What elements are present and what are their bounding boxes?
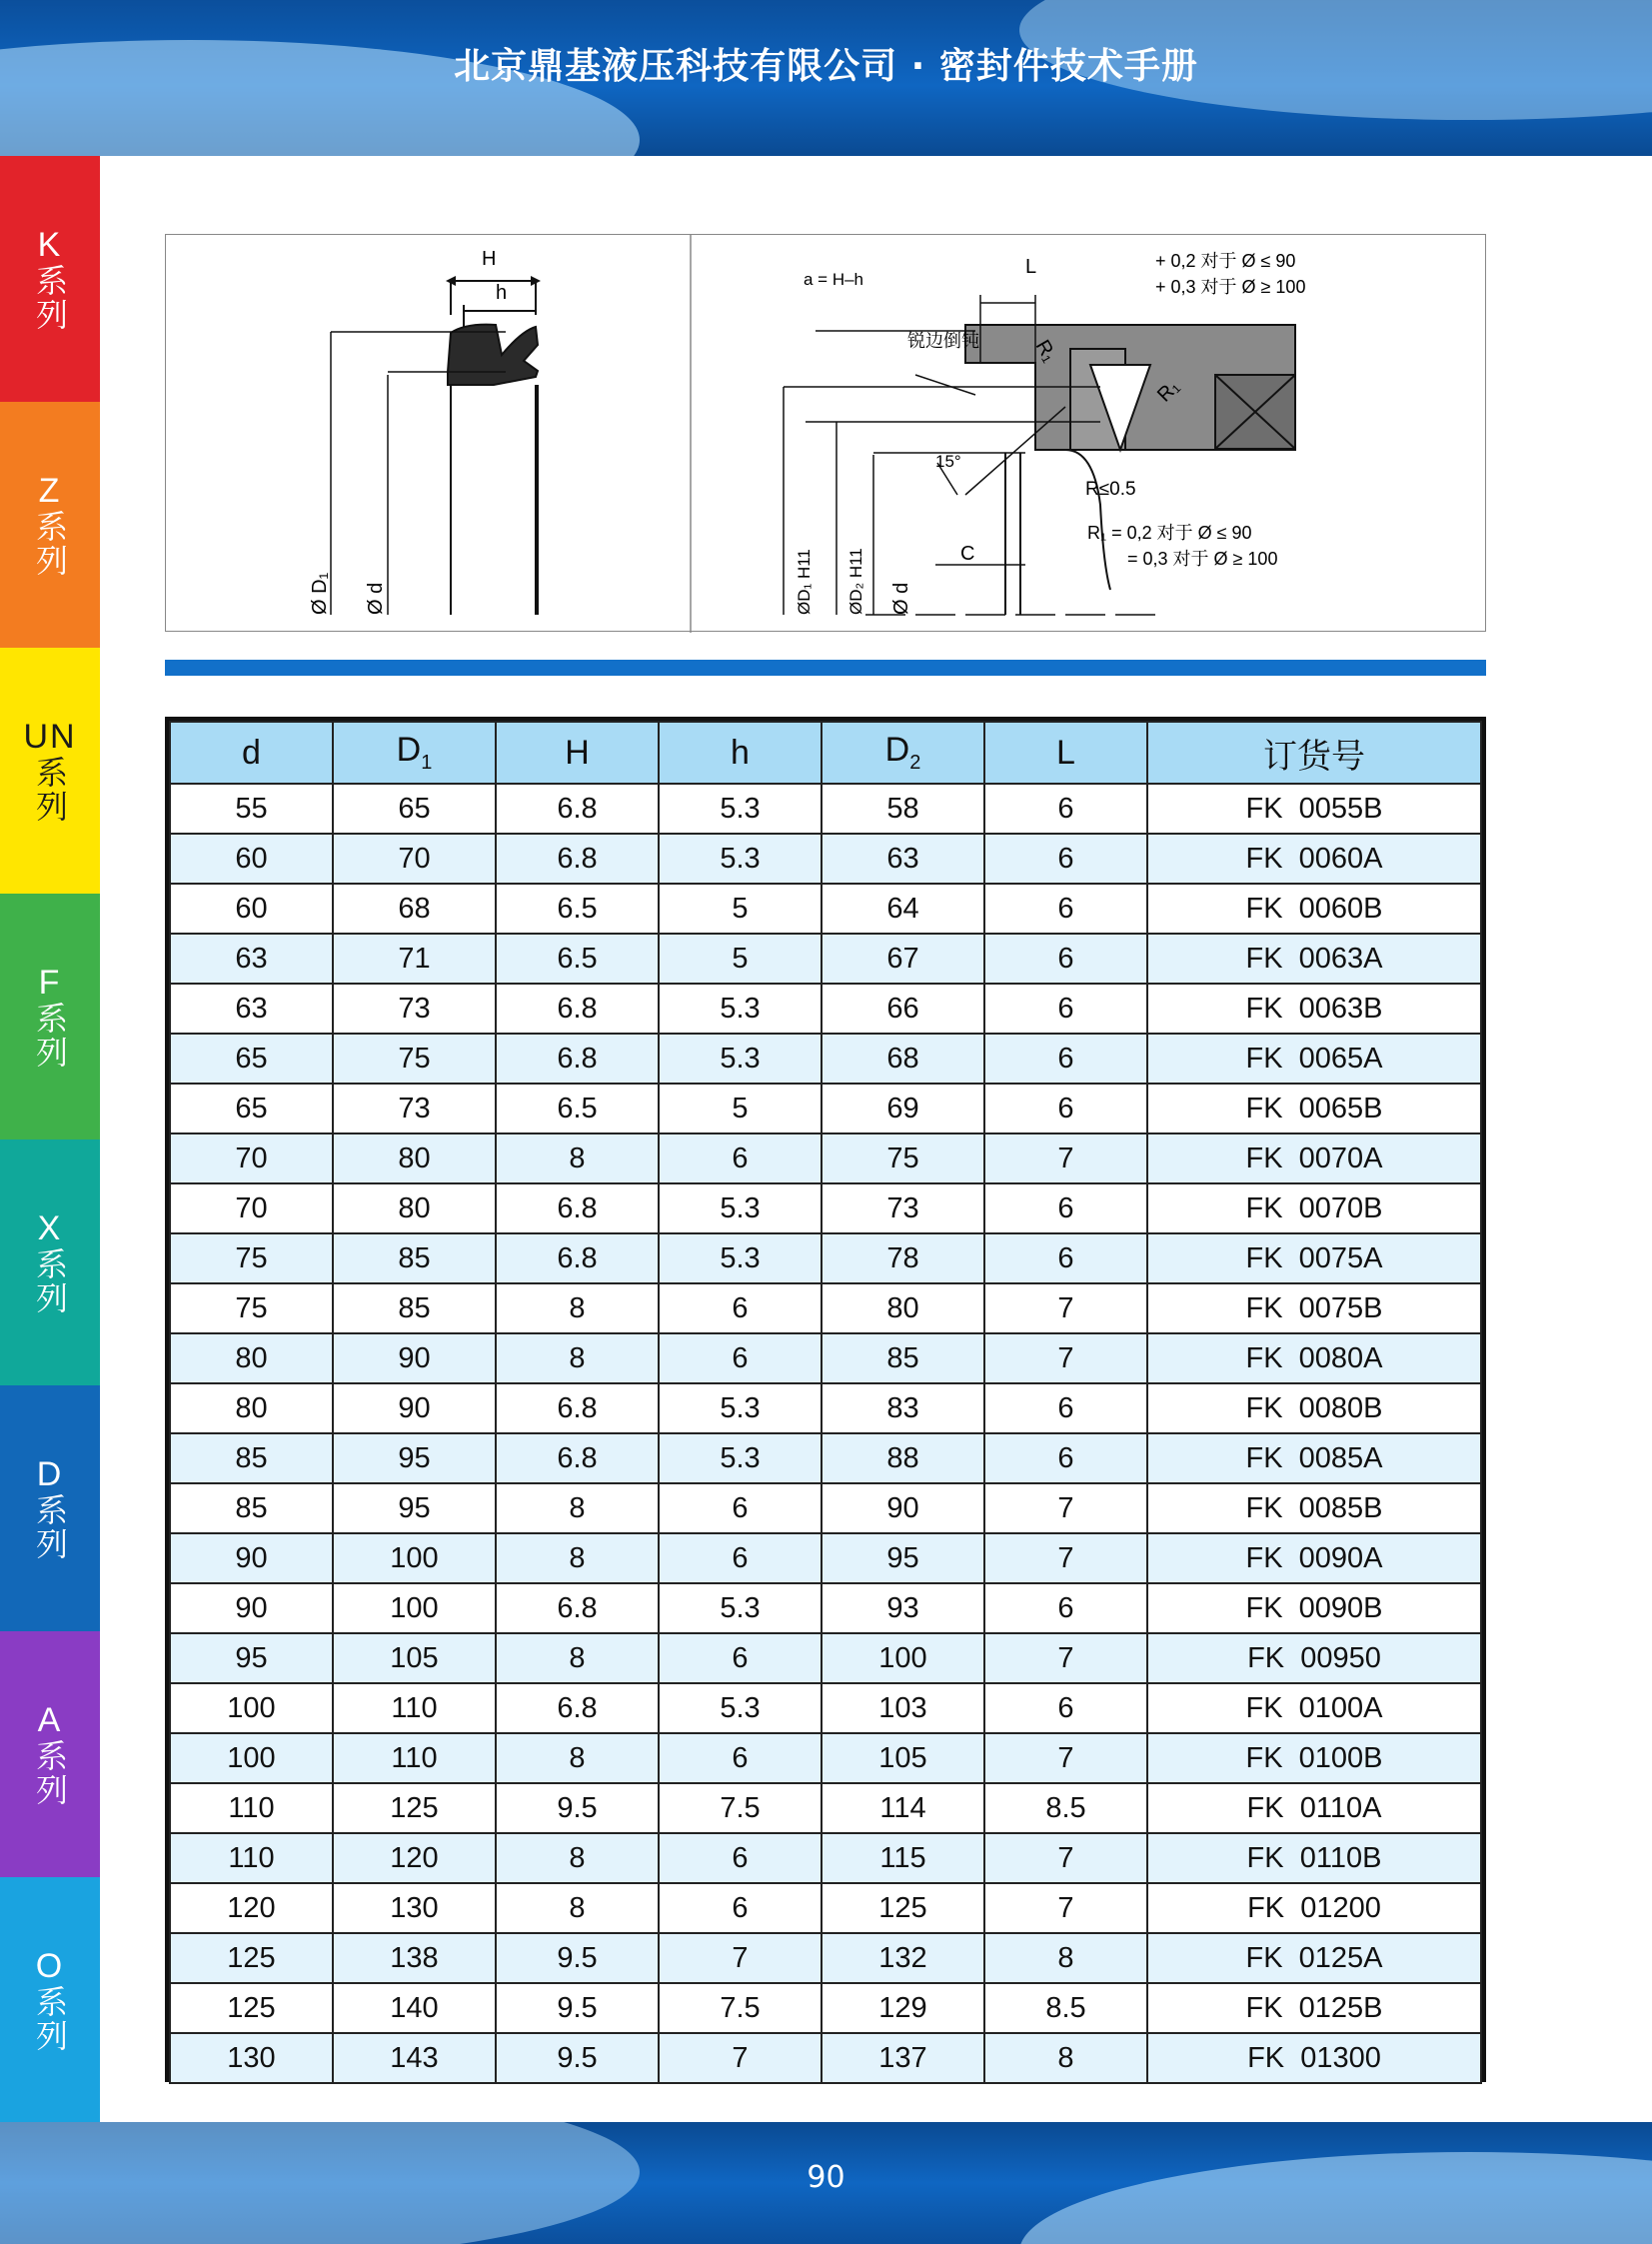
tab-label: 系列 — [31, 264, 69, 332]
column-header-order-number: 订货号 — [1147, 722, 1481, 784]
cell-D1: 90 — [333, 1333, 496, 1383]
cell-D2: 125 — [822, 1883, 984, 1933]
cell-D1: 80 — [333, 1133, 496, 1183]
cell-L: 6 — [984, 1383, 1147, 1433]
cell-D1: 68 — [333, 884, 496, 934]
table-row — [170, 1783, 1481, 1833]
cell-L: 7 — [984, 1283, 1147, 1333]
cell-order-number: FK 0090A — [1147, 1533, 1481, 1583]
cell-L: 8.5 — [984, 1783, 1147, 1833]
cell-h: 5.3 — [659, 834, 822, 884]
cell-D1: 85 — [333, 1283, 496, 1333]
cell-D1: 73 — [333, 1084, 496, 1133]
cell-D1: 95 — [333, 1433, 496, 1483]
cell-D1: 140 — [333, 1983, 496, 2033]
cell-d: 110 — [170, 1833, 333, 1883]
cell-d: 80 — [170, 1333, 333, 1383]
cell-h: 7.5 — [659, 1983, 822, 2033]
cell-H: 6.8 — [496, 1383, 659, 1433]
cell-order-number: FK 0075B — [1147, 1283, 1481, 1333]
cell-D2: 90 — [822, 1483, 984, 1533]
cell-order-number: FK 0055B — [1147, 784, 1481, 834]
cell-H: 6.8 — [496, 1433, 659, 1483]
cell-D1: 110 — [333, 1733, 496, 1783]
cell-h: 5.3 — [659, 1583, 822, 1633]
cell-L: 8 — [984, 2033, 1147, 2083]
cell-d: 130 — [170, 2033, 333, 2083]
cell-D2: 105 — [822, 1733, 984, 1783]
table-row — [170, 1483, 1481, 1533]
R1-tolerance-1: R₁ = 0,2 对于 Ø ≤ 90 — [1087, 523, 1252, 543]
R1-label-top: R₁ — [1030, 336, 1061, 366]
tab-code: O — [35, 1946, 65, 1985]
cell-h: 5 — [659, 1084, 822, 1133]
section-divider-bar — [165, 660, 1486, 676]
sidebar-tab-un-series[interactable] — [0, 648, 100, 894]
cell-L: 6 — [984, 1433, 1147, 1483]
cell-D1: 120 — [333, 1833, 496, 1883]
cell-h: 7 — [659, 1933, 822, 1983]
cell-h: 6 — [659, 1533, 822, 1583]
cell-H: 8 — [496, 1833, 659, 1883]
cell-d: 85 — [170, 1433, 333, 1483]
column-header-D2: $D_2$ — [822, 722, 984, 784]
C-label: C — [960, 543, 975, 565]
cell-L: 6 — [984, 984, 1147, 1034]
cell-L: 7 — [984, 1633, 1147, 1683]
cell-h: 7 — [659, 2033, 822, 2083]
cell-D2: 67 — [822, 934, 984, 984]
cell-D2: 83 — [822, 1383, 984, 1433]
tab-code: A — [37, 1701, 63, 1739]
cell-order-number: FK 0080A — [1147, 1333, 1481, 1383]
table-row — [170, 1133, 1481, 1183]
cell-D2: 137 — [822, 2033, 984, 2083]
dim-L-label: L — [1025, 256, 1037, 278]
cell-d: 70 — [170, 1133, 333, 1183]
cell-h: 5.3 — [659, 1233, 822, 1283]
seal-diagram — [165, 234, 1486, 632]
cell-order-number: FK 0110A — [1147, 1783, 1481, 1833]
cell-order-number: FK 0090B — [1147, 1583, 1481, 1633]
cell-order-number: FK 0085B — [1147, 1483, 1481, 1533]
cell-D1: 130 — [333, 1883, 496, 1933]
cell-H: 9.5 — [496, 1783, 659, 1833]
cell-H: 8 — [496, 1283, 659, 1333]
sidebar-tab-o-series[interactable] — [0, 1877, 100, 2122]
cell-H: 6.5 — [496, 934, 659, 984]
cell-D2: 73 — [822, 1183, 984, 1233]
cell-d: 90 — [170, 1533, 333, 1583]
cell-d: 60 — [170, 884, 333, 934]
column-header-H: H — [496, 722, 659, 784]
table-row — [170, 1883, 1481, 1933]
sidebar-tab-d-series[interactable] — [0, 1385, 100, 1631]
cell-d: 110 — [170, 1783, 333, 1833]
formula-a: a = H–h — [804, 270, 864, 289]
label-D2-groove: ØD₂ H11 — [846, 548, 865, 615]
dim-h-label: h — [496, 282, 508, 304]
cell-d: 95 — [170, 1633, 333, 1683]
sidebar-tab-z-series[interactable] — [0, 402, 100, 648]
table-row — [170, 1084, 1481, 1133]
tolerance-L-2: + 0,3 对于 Ø ≥ 100 — [1155, 277, 1306, 297]
cell-H: 6.8 — [496, 1583, 659, 1633]
cell-L: 6 — [984, 1084, 1147, 1133]
series-sidebar — [0, 156, 100, 2122]
tab-code: X — [37, 1209, 63, 1247]
column-header-h: h — [659, 722, 822, 784]
cell-d: 100 — [170, 1683, 333, 1733]
cell-H: 6.8 — [496, 1034, 659, 1084]
cell-d: 63 — [170, 934, 333, 984]
cell-h: 5.3 — [659, 984, 822, 1034]
cell-h: 6 — [659, 1883, 822, 1933]
cell-D1: 95 — [333, 1483, 496, 1533]
dimension-table — [165, 717, 1486, 2082]
cell-order-number: FK 0060A — [1147, 834, 1481, 884]
cell-order-number: FK 0110B — [1147, 1833, 1481, 1883]
tab-code: K — [37, 226, 63, 264]
cell-L: 8.5 — [984, 1983, 1147, 2033]
cell-order-number: FK 01300 — [1147, 2033, 1481, 2083]
tolerance-L-1: + 0,2 对于 Ø ≤ 90 — [1155, 251, 1296, 271]
cell-D2: 115 — [822, 1833, 984, 1883]
table-row — [170, 1933, 1481, 1983]
table-row — [170, 1333, 1481, 1383]
label-D1: Ø D₁ — [309, 572, 331, 615]
table-header-row — [170, 722, 1481, 784]
cell-d: 90 — [170, 1583, 333, 1633]
cell-D2: 132 — [822, 1933, 984, 1983]
cell-order-number: FK 0075A — [1147, 1233, 1481, 1283]
R1-label-right: R₁ — [1152, 375, 1184, 407]
cell-h: 6 — [659, 1483, 822, 1533]
cell-L: 7 — [984, 1483, 1147, 1533]
cell-order-number: FK 0080B — [1147, 1383, 1481, 1433]
tab-code: F — [38, 964, 62, 1002]
table-row — [170, 884, 1481, 934]
cell-L: 7 — [984, 1533, 1147, 1583]
table-row — [170, 2033, 1481, 2083]
table-row — [170, 1533, 1481, 1583]
cell-d: 65 — [170, 1084, 333, 1133]
cell-H: 6.5 — [496, 1084, 659, 1133]
cell-order-number: FK 0070A — [1147, 1133, 1481, 1183]
cell-D1: 100 — [333, 1533, 496, 1583]
cell-D1: 125 — [333, 1783, 496, 1833]
cell-D2: 80 — [822, 1283, 984, 1333]
cell-L: 6 — [984, 1034, 1147, 1084]
cell-d: 63 — [170, 984, 333, 1034]
diagram-svg — [166, 235, 1487, 633]
cell-h: 5.3 — [659, 1383, 822, 1433]
column-header-d: d — [170, 722, 333, 784]
cell-D1: 110 — [333, 1683, 496, 1733]
cell-order-number: FK 0100A — [1147, 1683, 1481, 1733]
cell-D1: 73 — [333, 984, 496, 1034]
tab-label: 系列 — [31, 1493, 69, 1561]
cell-D1: 70 — [333, 834, 496, 884]
cell-D2: 58 — [822, 784, 984, 834]
table-row — [170, 984, 1481, 1034]
cell-H: 8 — [496, 1733, 659, 1783]
table-row — [170, 1183, 1481, 1233]
cell-h: 5.3 — [659, 1683, 822, 1733]
cell-h: 5.3 — [659, 1034, 822, 1084]
cell-D2: 69 — [822, 1084, 984, 1133]
cell-d: 100 — [170, 1733, 333, 1783]
cell-D1: 143 — [333, 2033, 496, 2083]
cell-L: 7 — [984, 1733, 1147, 1783]
cell-D1: 105 — [333, 1633, 496, 1683]
cell-D2: 66 — [822, 984, 984, 1034]
cell-D2: 63 — [822, 834, 984, 884]
cell-order-number: FK 0125A — [1147, 1933, 1481, 1983]
left-drawing — [331, 280, 538, 615]
cell-L: 6 — [984, 884, 1147, 934]
cell-h: 5 — [659, 884, 822, 934]
table-row — [170, 1683, 1481, 1733]
column-header-D1: $D_1$ — [333, 722, 496, 784]
cell-d: 80 — [170, 1383, 333, 1433]
table-row — [170, 1383, 1481, 1433]
cell-L: 7 — [984, 1833, 1147, 1883]
cell-H: 8 — [496, 1333, 659, 1383]
cell-order-number: FK 0063A — [1147, 934, 1481, 984]
table-row — [170, 1233, 1481, 1283]
cell-h: 6 — [659, 1733, 822, 1783]
tab-code: UN — [23, 718, 77, 756]
cell-d: 55 — [170, 784, 333, 834]
sharp-edge-label: 锐边倒钝 — [907, 331, 979, 351]
tab-code: D — [36, 1455, 64, 1493]
cell-d: 70 — [170, 1183, 333, 1233]
tab-label: 系列 — [31, 1002, 69, 1070]
cell-D1: 138 — [333, 1933, 496, 1983]
cell-D1: 80 — [333, 1183, 496, 1233]
cell-H: 6.8 — [496, 834, 659, 884]
dim-H-label: H — [482, 248, 497, 270]
cell-order-number: FK 0063B — [1147, 984, 1481, 1034]
cell-D1: 85 — [333, 1233, 496, 1283]
table-row — [170, 1283, 1481, 1333]
R1-tolerance-2: = 0,3 对于 Ø ≥ 100 — [1127, 549, 1278, 569]
sidebar-tab-x-series[interactable] — [0, 1139, 100, 1385]
tab-label: 系列 — [31, 510, 69, 578]
cell-L: 6 — [984, 1183, 1147, 1233]
label-d: Ø d — [365, 582, 387, 615]
cell-D1: 65 — [333, 784, 496, 834]
cell-H: 6.5 — [496, 884, 659, 934]
cell-H: 8 — [496, 1633, 659, 1683]
cell-H: 9.5 — [496, 1933, 659, 1983]
cell-order-number: FK 0125B — [1147, 1983, 1481, 2033]
cell-order-number: FK 0070B — [1147, 1183, 1481, 1233]
sidebar-tab-f-series[interactable] — [0, 894, 100, 1139]
cell-L: 8 — [984, 1933, 1147, 1983]
cell-d: 65 — [170, 1034, 333, 1084]
cell-order-number: FK 0100B — [1147, 1733, 1481, 1783]
cell-h: 5.3 — [659, 1433, 822, 1483]
page-footer — [0, 2122, 1652, 2244]
table-row — [170, 1433, 1481, 1483]
cell-order-number: FK 0065B — [1147, 1084, 1481, 1133]
cell-H: 6.8 — [496, 1183, 659, 1233]
cell-D2: 93 — [822, 1583, 984, 1633]
table-row — [170, 784, 1481, 834]
table-body — [170, 784, 1481, 2083]
cell-L: 6 — [984, 1683, 1147, 1733]
cell-D2: 85 — [822, 1333, 984, 1383]
cell-D2: 95 — [822, 1533, 984, 1583]
cell-d: 125 — [170, 1933, 333, 1983]
cell-H: 8 — [496, 1483, 659, 1533]
cell-D2: 88 — [822, 1433, 984, 1483]
cell-L: 6 — [984, 834, 1147, 884]
cell-H: 6.8 — [496, 784, 659, 834]
radius-small-label: R≤0.5 — [1085, 479, 1136, 500]
cell-D1: 71 — [333, 934, 496, 984]
table-row — [170, 1583, 1481, 1633]
cell-d: 85 — [170, 1483, 333, 1533]
cell-D2: 64 — [822, 884, 984, 934]
cell-D2: 100 — [822, 1633, 984, 1683]
tab-label: 系列 — [31, 756, 69, 824]
cell-L: 6 — [984, 784, 1147, 834]
cell-D1: 75 — [333, 1034, 496, 1084]
cell-order-number: FK 01200 — [1147, 1883, 1481, 1933]
cell-order-number: FK 0085A — [1147, 1433, 1481, 1483]
cell-h: 5.3 — [659, 784, 822, 834]
cell-d: 75 — [170, 1283, 333, 1333]
cell-D2: 75 — [822, 1133, 984, 1183]
cell-h: 7.5 — [659, 1783, 822, 1833]
cell-D2: 68 — [822, 1034, 984, 1084]
cell-H: 6.8 — [496, 1683, 659, 1733]
cell-h: 6 — [659, 1833, 822, 1883]
cell-H: 8 — [496, 1533, 659, 1583]
cell-h: 6 — [659, 1283, 822, 1333]
column-header-L: L — [984, 722, 1147, 784]
cell-D2: 103 — [822, 1683, 984, 1733]
cell-D2: 114 — [822, 1783, 984, 1833]
page-number: 90 — [807, 2160, 845, 2195]
cell-d: 120 — [170, 1883, 333, 1933]
label-D1-groove: ØD₁ H11 — [795, 549, 814, 615]
cell-L: 6 — [984, 1583, 1147, 1633]
cell-h: 5.3 — [659, 1183, 822, 1233]
table-row — [170, 1833, 1481, 1883]
page-header — [0, 0, 1652, 156]
tab-code: Z — [38, 472, 62, 510]
cell-d: 60 — [170, 834, 333, 884]
cell-L: 7 — [984, 1883, 1147, 1933]
cell-h: 6 — [659, 1633, 822, 1683]
sidebar-tab-k-series[interactable] — [0, 156, 100, 402]
table-row — [170, 1633, 1481, 1683]
sidebar-tab-a-series[interactable] — [0, 1631, 100, 1877]
cell-H: 6.8 — [496, 984, 659, 1034]
cell-H: 8 — [496, 1133, 659, 1183]
cell-H: 9.5 — [496, 2033, 659, 2083]
cell-H: 9.5 — [496, 1983, 659, 2033]
cell-L: 6 — [984, 934, 1147, 984]
cell-d: 75 — [170, 1233, 333, 1283]
cell-L: 7 — [984, 1333, 1147, 1383]
cell-H: 8 — [496, 1883, 659, 1933]
cell-D1: 100 — [333, 1583, 496, 1633]
cell-L: 6 — [984, 1233, 1147, 1283]
cell-H: 6.8 — [496, 1233, 659, 1283]
cell-order-number: FK 0065A — [1147, 1034, 1481, 1084]
tab-label: 系列 — [31, 1739, 69, 1807]
table-row — [170, 934, 1481, 984]
cell-L: 7 — [984, 1133, 1147, 1183]
dimension-table-grid — [169, 721, 1482, 2084]
table-row — [170, 834, 1481, 884]
angle-label: 15° — [935, 452, 961, 471]
tab-label: 系列 — [31, 1984, 69, 2053]
cell-d: 125 — [170, 1983, 333, 2033]
cell-h: 5 — [659, 934, 822, 984]
cell-D2: 129 — [822, 1983, 984, 2033]
table-row — [170, 1733, 1481, 1783]
header-title: 北京鼎基液压科技有限公司 · 密封件技术手册 — [454, 46, 1198, 87]
table-row — [170, 1034, 1481, 1084]
table-row — [170, 1983, 1481, 2033]
cell-D2: 78 — [822, 1233, 984, 1283]
cell-D1: 90 — [333, 1383, 496, 1433]
cell-order-number: FK 00950 — [1147, 1633, 1481, 1683]
cell-order-number: FK 0060B — [1147, 884, 1481, 934]
label-d-groove: Ø d — [890, 582, 912, 615]
tab-label: 系列 — [31, 1247, 69, 1315]
cell-h: 6 — [659, 1333, 822, 1383]
cell-h: 6 — [659, 1133, 822, 1183]
